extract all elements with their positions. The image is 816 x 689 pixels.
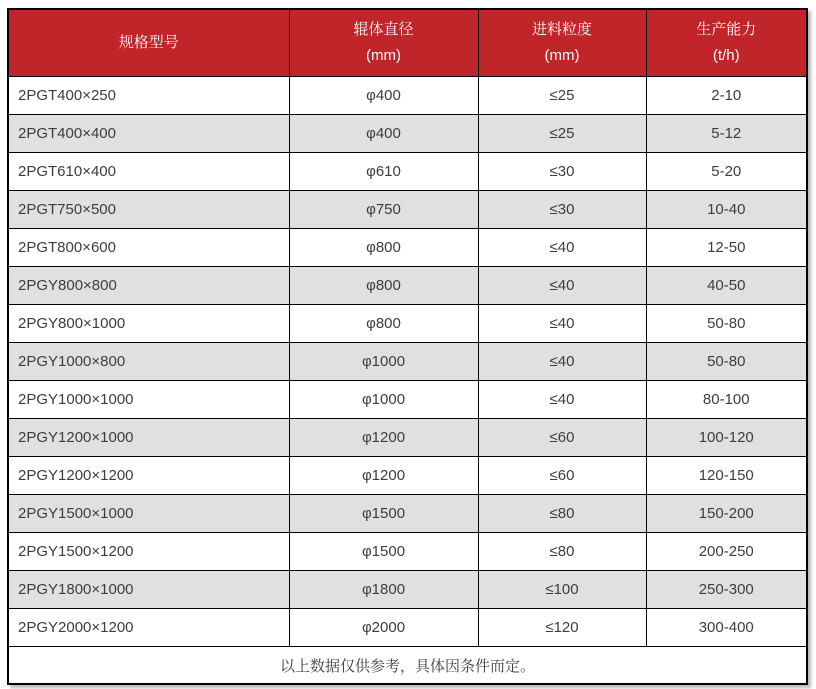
table-row: [8, 153, 807, 191]
table-row: [8, 495, 807, 533]
table-row: [8, 571, 807, 609]
feed-size-cell: ≤40: [478, 229, 646, 267]
roller-diameter-cell: φ400: [289, 115, 478, 153]
table-row: [8, 77, 807, 115]
spec-model-cell: 2PGT400×250: [8, 77, 289, 115]
spec-model-cell: 2PGY2000×1200: [8, 609, 289, 647]
table-row: [8, 457, 807, 495]
spec-model-cell: 2PGY1000×1000: [8, 381, 289, 419]
roller-diameter-cell: φ750: [289, 191, 478, 229]
feed-size-cell: ≤60: [478, 457, 646, 495]
spec-table: [7, 8, 808, 685]
feed-size-cell: ≤120: [478, 609, 646, 647]
feed-size-cell: ≤25: [478, 115, 646, 153]
roller-diameter-cell: φ610: [289, 153, 478, 191]
capacity-cell: 50-80: [646, 305, 807, 343]
spec-model-cell: 2PGY800×800: [8, 267, 289, 305]
spec-model-cell: 2PGY1500×1200: [8, 533, 289, 571]
table-body: [8, 77, 807, 647]
capacity-cell: 40-50: [646, 267, 807, 305]
table-row: [8, 191, 807, 229]
feed-size-cell: ≤25: [478, 77, 646, 115]
capacity-cell: 150-200: [646, 495, 807, 533]
capacity-cell: 120-150: [646, 457, 807, 495]
roller-diameter-cell: φ1200: [289, 419, 478, 457]
table-row: [8, 229, 807, 267]
spec-model-cell: 2PGY800×1000: [8, 305, 289, 343]
spec-model-cell: 2PGY1800×1000: [8, 571, 289, 609]
feed-size-cell: ≤100: [478, 571, 646, 609]
table-row: [8, 419, 807, 457]
capacity-cell: 80-100: [646, 381, 807, 419]
feed-size-cell: ≤30: [478, 191, 646, 229]
table-row: [8, 381, 807, 419]
header-roller-diameter-unit: (mm): [366, 47, 401, 64]
header-capacity-unit: (t/h): [712, 47, 740, 64]
table-row: [8, 305, 807, 343]
roller-diameter-cell: φ1200: [289, 457, 478, 495]
capacity-cell: 5-12: [646, 115, 807, 153]
header-feed-size-label: 进料粒度: [531, 21, 592, 38]
spec-model-cell: 2PGT610×400: [8, 153, 289, 191]
capacity-cell: 50-80: [646, 343, 807, 381]
table-row: [8, 267, 807, 305]
feed-size-cell: ≤80: [478, 495, 646, 533]
header-spec-model: [8, 9, 289, 77]
feed-size-cell: ≤80: [478, 533, 646, 571]
table-row: [8, 343, 807, 381]
capacity-cell: 200-250: [646, 533, 807, 571]
feed-size-cell: ≤40: [478, 381, 646, 419]
table-row: [8, 533, 807, 571]
spec-model-cell: 2PGY1200×1200: [8, 457, 289, 495]
capacity-cell: 250-300: [646, 571, 807, 609]
capacity-cell: 10-40: [646, 191, 807, 229]
roller-diameter-cell: φ1000: [289, 381, 478, 419]
header-capacity-label: 生产能力: [696, 21, 757, 38]
spec-model-cell: 2PGY1500×1000: [8, 495, 289, 533]
header-spec-model-label: 规格型号: [118, 34, 179, 51]
capacity-cell: 5-20: [646, 153, 807, 191]
capacity-cell: 12-50: [646, 229, 807, 267]
roller-diameter-cell: φ2000: [289, 609, 478, 647]
header-roller-diameter-label: 辊体直径: [353, 21, 414, 38]
roller-diameter-cell: φ800: [289, 267, 478, 305]
feed-size-cell: ≤40: [478, 343, 646, 381]
roller-diameter-cell: φ1800: [289, 571, 478, 609]
roller-diameter-cell: φ800: [289, 229, 478, 267]
header-feed-size: [478, 9, 646, 77]
roller-diameter-cell: φ400: [289, 77, 478, 115]
roller-diameter-cell: φ800: [289, 305, 478, 343]
capacity-cell: 2-10: [646, 77, 807, 115]
spec-model-cell: 2PGT400×400: [8, 115, 289, 153]
header-row: [8, 9, 807, 77]
feed-size-cell: ≤40: [478, 267, 646, 305]
footer-row: [8, 647, 807, 685]
feed-size-cell: ≤30: [478, 153, 646, 191]
feed-size-cell: ≤40: [478, 305, 646, 343]
capacity-cell: 100-120: [646, 419, 807, 457]
feed-size-cell: ≤60: [478, 419, 646, 457]
table-row: [8, 115, 807, 153]
header-capacity: [646, 9, 807, 77]
spec-model-cell: 2PGY1200×1000: [8, 419, 289, 457]
header-roller-diameter: [289, 9, 478, 77]
capacity-cell: 300-400: [646, 609, 807, 647]
footer-note: 以上数据仅供参考，具体因条件而定。: [8, 647, 807, 685]
spec-model-cell: 2PGY1000×800: [8, 343, 289, 381]
spec-model-cell: 2PGT750×500: [8, 191, 289, 229]
header-feed-size-unit: (mm): [544, 47, 580, 64]
roller-diameter-cell: φ1500: [289, 533, 478, 571]
roller-diameter-cell: φ1500: [289, 495, 478, 533]
table-row: [8, 609, 807, 647]
roller-diameter-cell: φ1000: [289, 343, 478, 381]
spec-model-cell: 2PGT800×600: [8, 229, 289, 267]
